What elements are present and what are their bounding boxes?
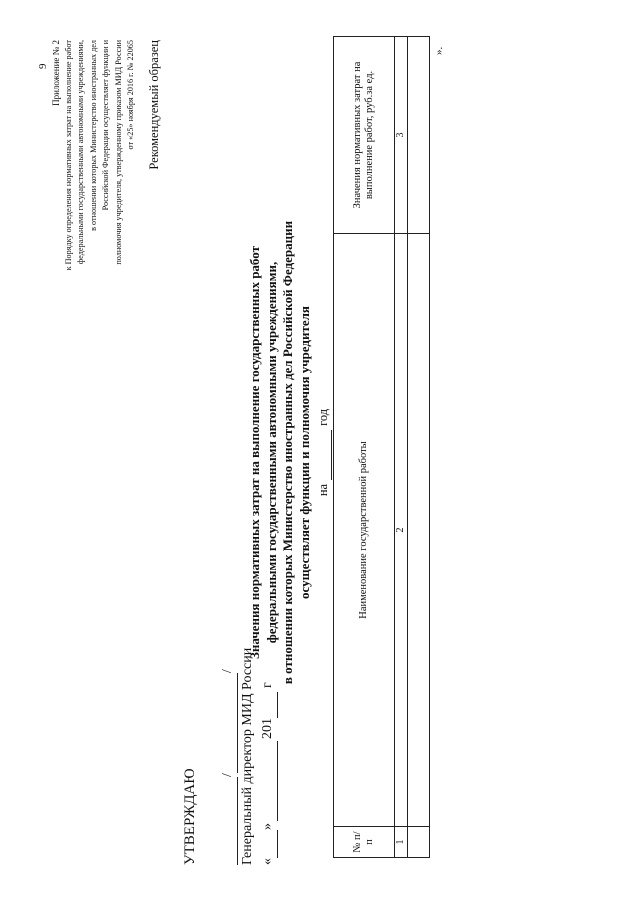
work-costs-table: [333, 36, 430, 858]
column-number: 2: [395, 234, 408, 827]
signature-separator-end: /: [220, 669, 235, 674]
appendix-line: от «25» ноября 2016 г. № 22065: [126, 40, 135, 150]
header-cost-values: Значения нормативных затрат на выполнение работ, руб.за ед.: [334, 37, 395, 234]
year-prefix: 201: [260, 718, 275, 739]
column-number: 1: [395, 827, 408, 858]
title-line: в отношении которых Министерство иностранных дел Российской Федерации: [280, 220, 295, 685]
approver-position: Генеральный директор МИД России: [240, 647, 255, 865]
table-row: [408, 37, 430, 858]
title-year-field: [319, 430, 332, 480]
title-line: осуществляет функции и полномочия учредителя: [296, 306, 312, 599]
table-cell: [408, 827, 430, 858]
page-number: 9: [37, 63, 49, 69]
header-number: № п/п: [334, 827, 395, 858]
name-field: [223, 673, 238, 773]
title-year-prefix: на: [316, 483, 330, 497]
table-cell: [408, 234, 430, 827]
document-sheet: [25, 30, 470, 875]
year-suffix: г: [260, 682, 275, 688]
signature-separator: /: [220, 773, 235, 777]
title-year-suffix: год: [316, 408, 330, 426]
signature-line: [218, 648, 238, 865]
appendix-line: полномочия учредителя, утвержденному приказом МИД России: [113, 40, 123, 265]
column-number: 3: [395, 37, 408, 234]
appendix-line: федеральными государственными автономными учреждениями,: [76, 40, 85, 265]
table-header-row: [334, 37, 395, 858]
signature-field: [223, 777, 238, 865]
document-title: [247, 30, 332, 875]
sample-label: Рекомендуемый образец: [147, 40, 161, 170]
appendix-line: Российской Федерации осуществляет функции и: [101, 40, 110, 211]
closing-mark: ».: [433, 46, 445, 55]
title-year-line: [315, 30, 332, 875]
appendix-line: к Порядку определения нормативных затрат на выполнение работ: [63, 40, 73, 271]
date-quote-close: »: [260, 823, 275, 830]
appendix-line: в отношении которых Министерство иностранных дел: [88, 40, 98, 231]
header-work-name: Наименование государственной работы: [334, 234, 395, 827]
appendix-title: Приложение № 2: [51, 40, 61, 106]
table-cell: [408, 37, 430, 234]
title-line: федеральными государственными автономными учреждениями,: [263, 261, 279, 644]
date-quote-open: «: [260, 858, 275, 865]
column-number-row: [395, 37, 408, 858]
approval-heading: УТВЕРЖДАЮ: [182, 768, 198, 865]
appendix-note: [50, 40, 138, 285]
title-line: Значения нормативных затрат на выполнение государственных работ: [247, 246, 262, 659]
